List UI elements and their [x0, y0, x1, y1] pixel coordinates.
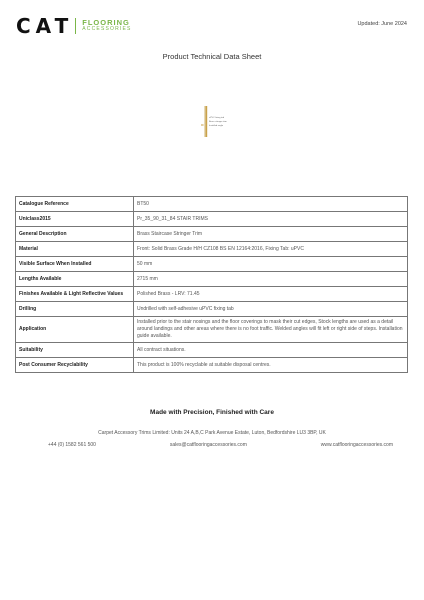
contact-details: [48, 442, 393, 448]
email-link[interactable]: sales@catflooringaccessories.com: [169, 442, 247, 448]
spec-key: Suitability: [16, 343, 134, 358]
table-row: [16, 197, 408, 212]
spec-key: Material: [16, 242, 134, 257]
product-image: [200, 104, 240, 138]
phone-number: +44 (0) 1582 561 500: [48, 442, 96, 448]
spec-value: 2715 mm: [134, 272, 408, 287]
brand-subtitle-line2: ACCESSORIES: [82, 26, 132, 32]
spec-value: All contract situations.: [134, 343, 408, 358]
table-row: [16, 317, 408, 343]
document-title: Product Technical Data Sheet: [162, 52, 262, 61]
brand-name: CAT: [16, 14, 74, 38]
website-link[interactable]: www.catflooringaccessories.com: [320, 442, 393, 448]
table-row: [16, 212, 408, 227]
spec-key: Application: [16, 317, 134, 343]
updated-date: Updated: June 2024: [357, 21, 407, 27]
spec-value: Undrilled with self-adhesive uPVC fixing tab: [134, 302, 408, 317]
spec-key: Uniclass2015: [16, 212, 134, 227]
trim-brass-face: [205, 106, 207, 137]
image-label-3: Installed angle: [209, 125, 224, 127]
company-address: Carpet Accessory Trims Limited: Units 24 A,B,C Park Avenue Estate, Luton, Bedfordshire LU3 3BP, UK: [98, 430, 326, 436]
brand-subtitle-line1: FLOORING: [82, 18, 130, 27]
spec-key: Post Consumer Recyclability: [16, 358, 134, 373]
table-row: [16, 242, 408, 257]
brand-subtitle: [82, 19, 131, 33]
brand-logo: [16, 16, 132, 36]
spec-value: Polished Brass - LRV: 71.45: [134, 287, 408, 302]
spec-table-body: [16, 197, 408, 373]
table-row: [16, 272, 408, 287]
table-row: [16, 227, 408, 242]
spec-key: General Description: [16, 227, 134, 242]
table-row: [16, 358, 408, 373]
table-row: [16, 257, 408, 272]
table-row: [16, 287, 408, 302]
spec-key: Visible Surface When Installed: [16, 257, 134, 272]
spec-value: Front: Solid Brass Grade H/H CZ108 BS EN 12164:2016, Fixing Tab: uPVC: [134, 242, 408, 257]
trim-fixing-tab: [204, 106, 205, 137]
spec-value: This product is 100% recyclable at suitable disposal centres.: [134, 358, 408, 373]
spec-table: [15, 196, 408, 373]
spec-key: Drilling: [16, 302, 134, 317]
spec-key: Finishes Available & Light Reflective Values: [16, 287, 134, 302]
spec-value: Brass Staircase Stringer Trim: [134, 227, 408, 242]
image-label-1: uPVC fixing tab: [209, 117, 225, 119]
table-row: [16, 302, 408, 317]
spec-value: Installed prior to the stair nosings and the floor coverings to mask their cut edges, Stock lengths are used as a detail around landings and other areas where there is no foot traffic. Welded angles will fit left or right side of steps. Installation guide available.: [134, 317, 408, 343]
spec-value: 50 mm: [134, 257, 408, 272]
spec-key: Catalogue Reference: [16, 197, 134, 212]
logo-divider: [75, 18, 76, 34]
spec-value: BT50: [134, 197, 408, 212]
spec-value: Pr_35_90_31_84 STAIR TRIMS: [134, 212, 408, 227]
image-label-2: Brass stringer trim: [209, 121, 227, 123]
footer-tagline: Made with Precision, Finished with Care: [150, 409, 274, 416]
spec-key: Lengths Available: [16, 272, 134, 287]
table-row: [16, 343, 408, 358]
